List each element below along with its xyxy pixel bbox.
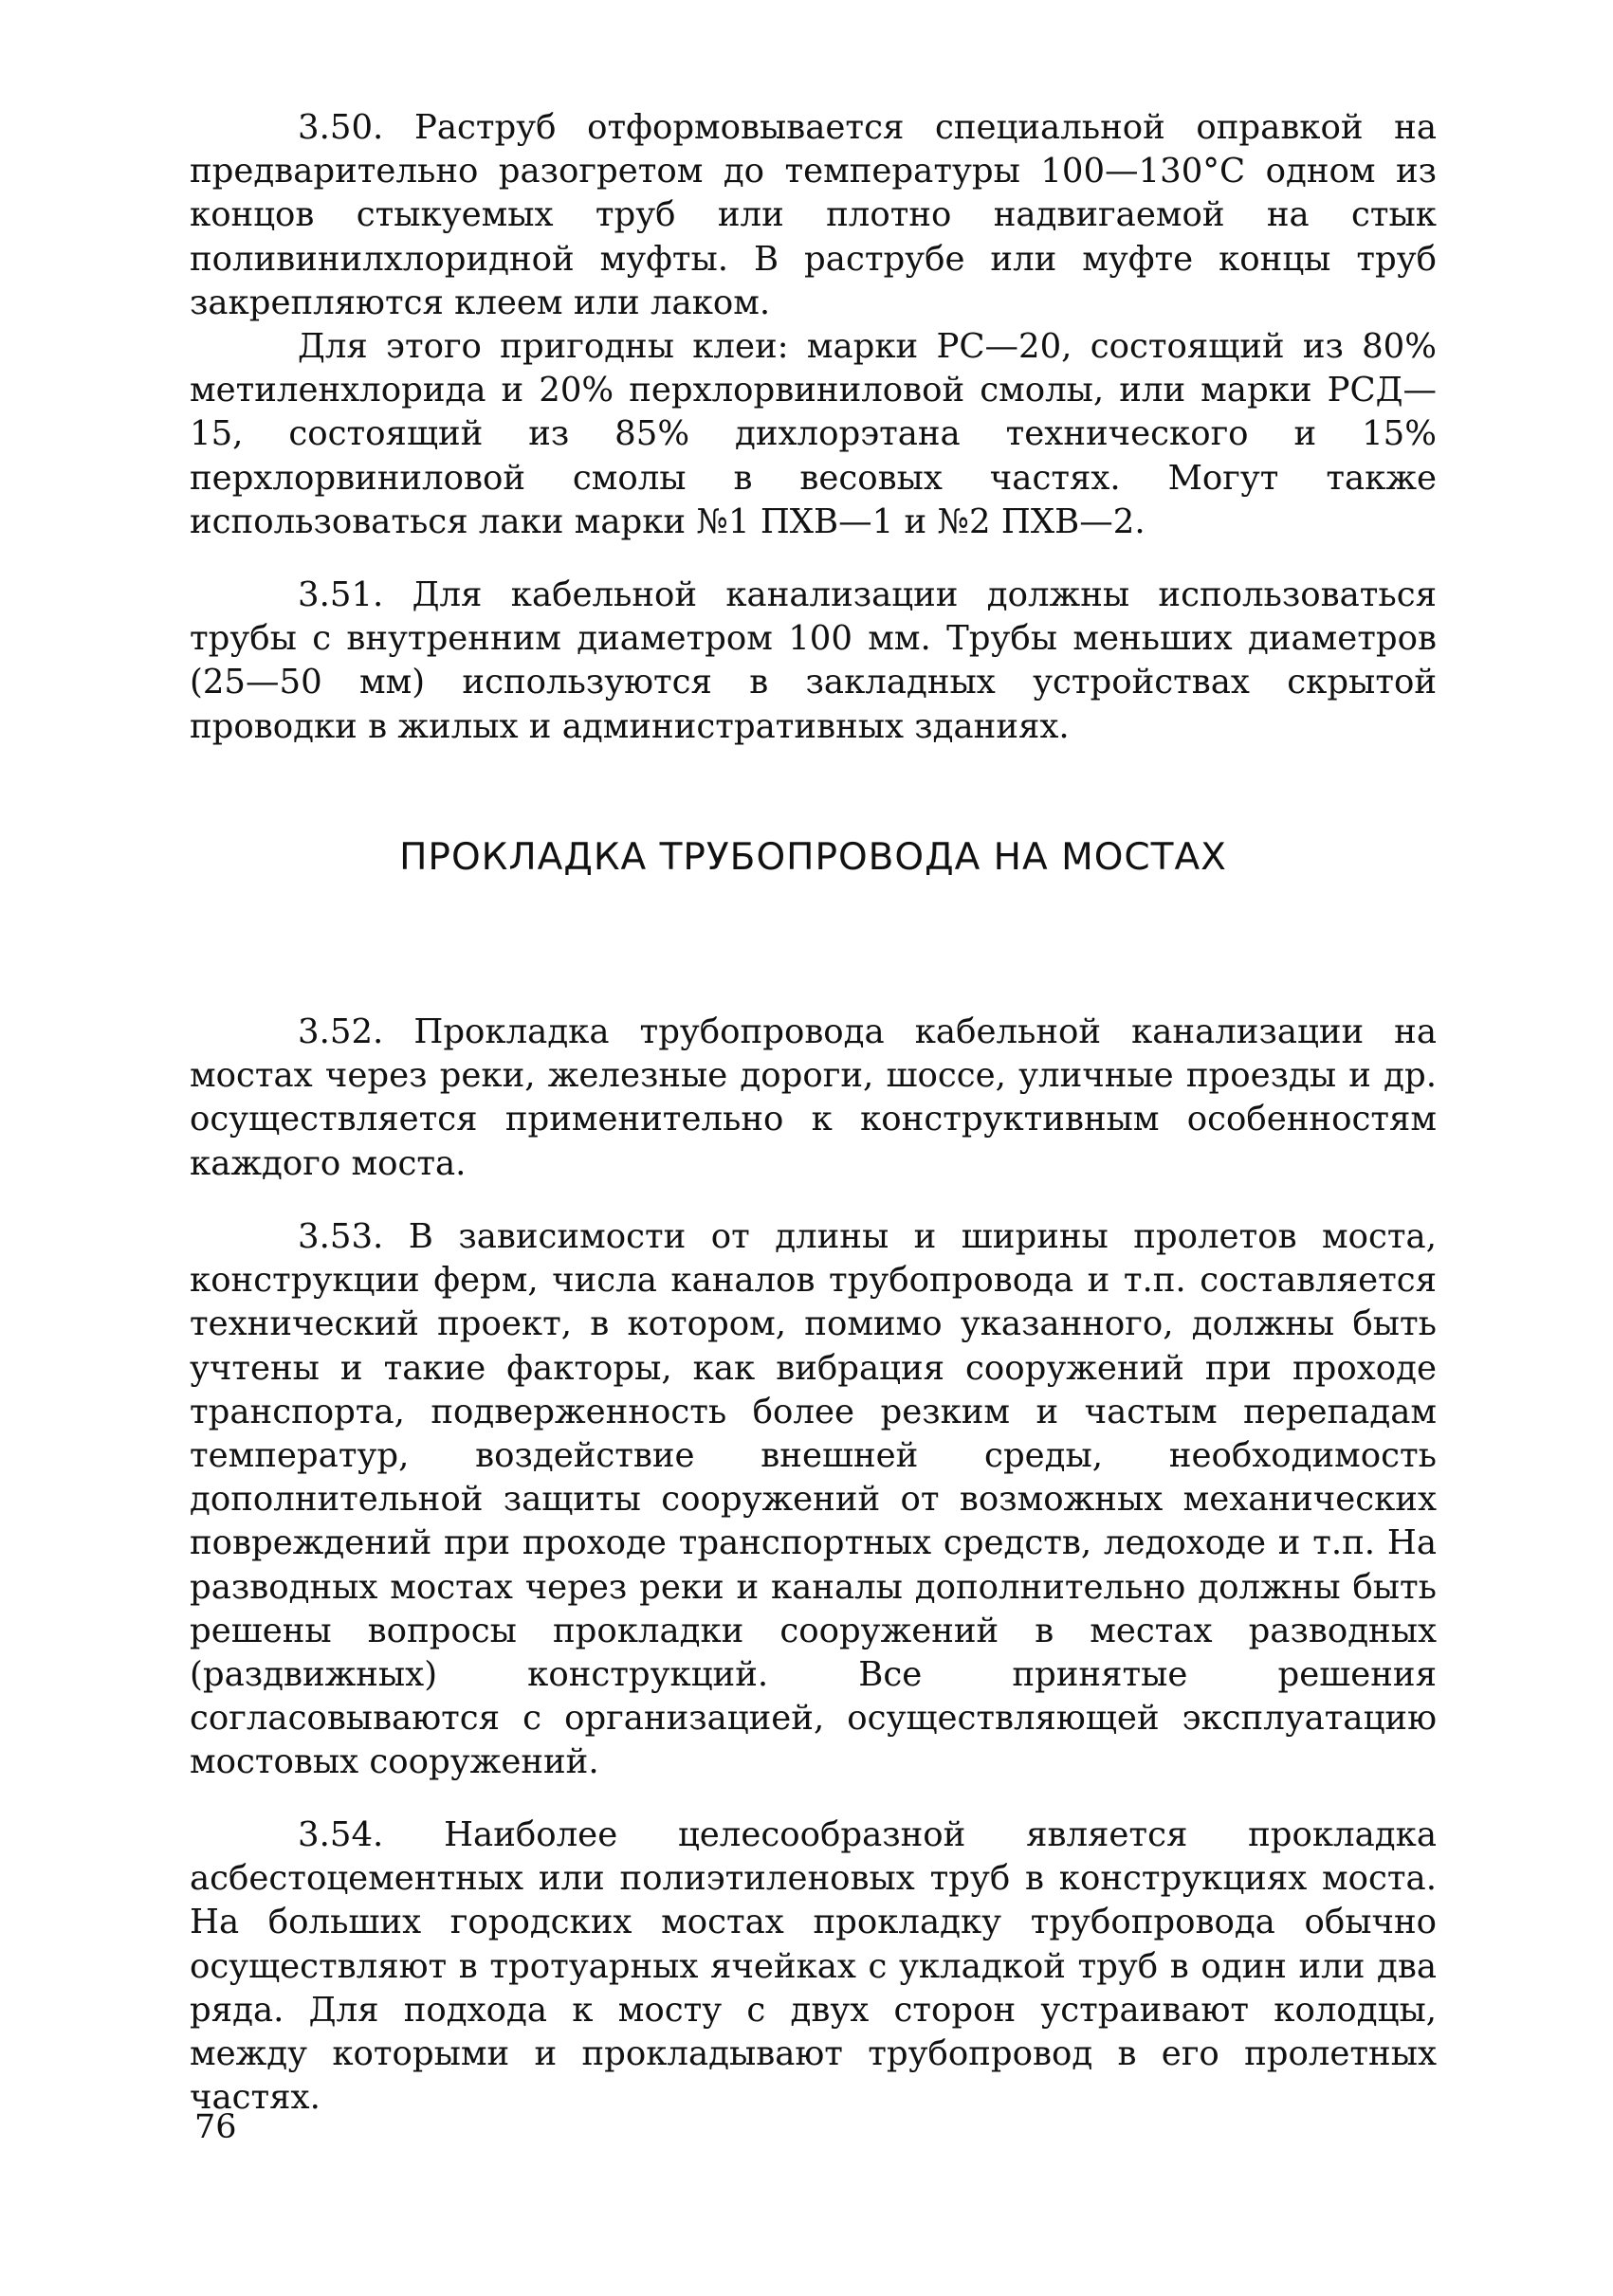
paragraph-3-50-adhesives: Для этого пригодны клеи: марки РС—20, состоящий из 80% метиленхлорида и 20% перхлорвиниловой смолы, или марки РСД—15, состоящий из 85% дихлорэтана технического и 15% перхлорвиниловой смолы в весовых частях. Могут также использоваться лаки марки №1 ПХВ—1 и №2 ПХВ—2. [190,327,1437,541]
page-number: 76 [194,2108,237,2146]
paragraph-3-53: 3.53. В зависимости от длины и ширины пролетов моста, конструкции ферм, числа каналов трубопровода и т.п. составляется технический проект, в котором, помимо указанного, должны быть учтены и такие факторы, как вибрация сооружений при проходе транспорта, подверженность более резким и частым перепадам температур, воздействие внешней среды, необходимость дополнительной защиты сооружений от возможных механических повреждений при проходе транспортных средств, ледоходе и т.п. На разводных мостах через реки и каналы дополнительно должны быть решены вопросы прокладки сооружений в местах разводных (раздвижных) конструкций. Все принятые решения согласовываются с организацией, осуществляющей эксплуатацию мостовых сооружений. [190,1217,1437,1782]
paragraph-group-top [190,106,1437,544]
paragraph-3-54: 3.54. Наиболее целесообразной является прокладка асбестоцементных или полиэтиленовых труб в конструкциях моста. На больших городских мостах прокладку трубопровода обычно осуществляют в тротуарных ячейках с укладкой труб в один или два ряда. Для подхода к мосту с двух сторон устраивают колодцы, между которыми и прокладывают трубопровод в его пролетных частях. [190,1815,1437,2118]
paragraph-3-52: 3.52. Прокладка трубопровода кабельной канализации на мостах через реки, железные дороги, шоссе, уличные проезды и др. осуществляется применительно к конструктивным особенностям каждого моста. [190,1012,1437,1183]
paragraph-group-3-53 [190,1215,1437,1785]
paragraph-group-3-52 [190,1011,1437,1186]
paragraph-3-50: 3.50. Раструб отформовывается специальной оправкой на предварительно разогретом до температуры 100—130°C одном из концов стыкуемых труб или плотно надвигаемой на стык поливинилхлоридной муфты. В раструбе или муфте концы труб закрепляются клеем или лаком. [190,108,1437,322]
paragraph-group-3-54 [190,1813,1437,2120]
paragraph-3-51: 3.51. Для кабельной канализации должны использоваться трубы с внутренним диаметром 100 мм. Трубы меньших диаметров (25—50 мм) используются в закладных устройствах скрытой проводки в жилых и административных зданиях. [190,575,1437,746]
paragraph-group-3-51 [190,574,1437,749]
section-heading: ПРОКЛАДКА ТРУБОПРОВОДА НА МОСТАХ [399,836,1227,879]
